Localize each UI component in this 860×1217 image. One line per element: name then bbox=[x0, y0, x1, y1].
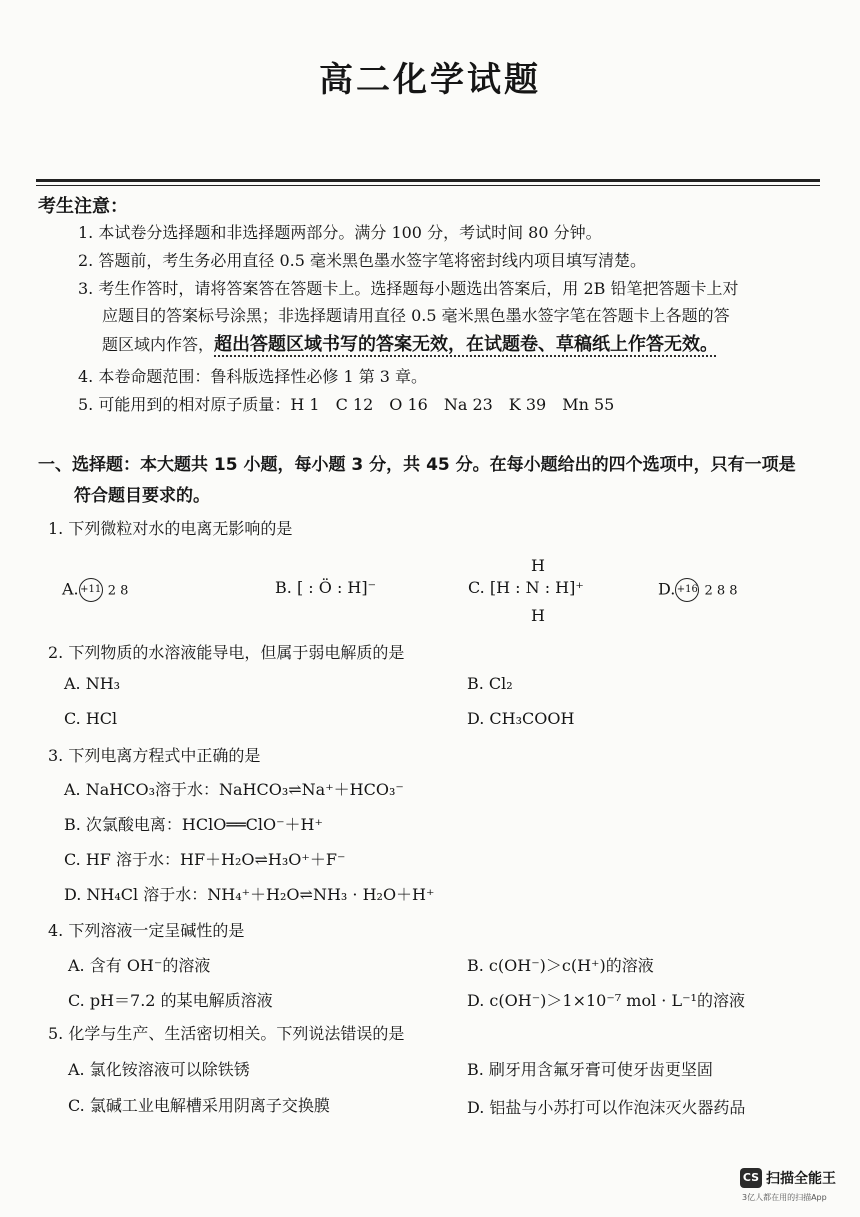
q1-b-formula: [ : Ö : H]⁻ bbox=[296, 578, 377, 597]
q5-stem: 5. 化学与生产、生活密切相关。下列说法错误的是 bbox=[48, 1024, 405, 1043]
q1-option-d bbox=[658, 578, 738, 602]
header-rule-thick bbox=[36, 179, 820, 182]
scanner-brand-name: 扫描全能王 bbox=[766, 1171, 836, 1187]
q1-d-label: D. bbox=[658, 579, 676, 599]
q4-option-a: A. 含有 OH⁻的溶液 bbox=[68, 956, 211, 975]
notice-item-3-emphasis: 超出答题区域书写的答案无效，在试题卷、草稿纸上作答无效。 bbox=[214, 334, 719, 355]
q4-option-b: B. c(OH⁻)＞c(H⁺)的溶液 bbox=[467, 956, 654, 975]
q4-option-c: C. pH＝7.2 的某电解质溶液 bbox=[68, 991, 273, 1010]
q3-option-c: C. HF 溶于水：HF＋H₂O⇌H₃O⁺＋F⁻ bbox=[64, 850, 346, 869]
page-title: 高二化学试题 bbox=[319, 60, 541, 100]
notice-item-3-plain: 题区域内作答， bbox=[102, 335, 215, 354]
q5-option-d: D. 铝盐与小苏打可以作泡沫灭火器药品 bbox=[467, 1098, 746, 1117]
notice-heading: 考生注意： bbox=[38, 196, 128, 217]
q1-a-nucleus: +11 bbox=[79, 578, 103, 602]
notice-item-4: 4. 本卷命题范围：鲁科版选择性必修 1 第 3 章。 bbox=[78, 367, 428, 386]
notice-item-3-cont1: 应题目的答案标号涂黑；非选择题请用直径 0.5 毫米黑色墨水签字笔在答题卡上各题的答 bbox=[102, 306, 730, 325]
q1-c-top-h: H bbox=[531, 556, 545, 575]
notice-item-3: 3. 考生作答时，请将答案答在答题卡上。选择题每小题选出答案后，用 2B 铅笔把答题卡上对 bbox=[78, 279, 739, 298]
q1-a-shells: 2 8 bbox=[107, 583, 129, 599]
header-rule-thin bbox=[36, 185, 820, 186]
q1-d-shells: 2 8 8 bbox=[704, 583, 738, 599]
q3-option-d: D. NH₄Cl 溶于水：NH₄⁺＋H₂O⇌NH₃ · H₂O＋H⁺ bbox=[64, 885, 435, 904]
notice-item-2: 2. 答题前，考生务必用直径 0.5 毫米黑色墨水签字笔将密封线内项目填写清楚。 bbox=[78, 251, 646, 270]
scanner-logo-icon: CS bbox=[740, 1168, 762, 1188]
q3-option-a: A. NaHCO₃溶于水：NaHCO₃⇌Na⁺＋HCO₃⁻ bbox=[64, 780, 404, 799]
scanner-tagline: 3亿人都在用的扫描App bbox=[742, 1193, 827, 1202]
q1-c-formula: [H : N : H]⁺ bbox=[489, 578, 584, 597]
notice-item-1: 1. 本试卷分选择题和非选择题两部分。满分 100 分，考试时间 80 分钟。 bbox=[78, 223, 602, 242]
q1-option-b bbox=[275, 578, 376, 597]
q5-option-c: C. 氯碱工业电解槽采用阴离子交换膜 bbox=[68, 1096, 330, 1115]
q2-option-a: A. NH₃ bbox=[64, 674, 121, 693]
q3-option-b: B. 次氯酸电离：HClO══ClO⁻＋H⁺ bbox=[64, 815, 323, 834]
section-1-heading-cont: 符合题目要求的。 bbox=[74, 486, 210, 506]
q4-option-d: D. c(OH⁻)＞1×10⁻⁷ mol · L⁻¹的溶液 bbox=[467, 991, 745, 1010]
q5-option-b: B. 刷牙用含氟牙膏可使牙齿更坚固 bbox=[467, 1060, 713, 1079]
q1-d-nucleus: +16 bbox=[675, 578, 699, 602]
q1-a-label: A. bbox=[62, 579, 79, 599]
q3-stem: 3. 下列电离方程式中正确的是 bbox=[48, 746, 261, 765]
q1-c-label: C. bbox=[468, 578, 485, 597]
q1-b-label: B. bbox=[275, 578, 292, 597]
notice-item-3-cont2 bbox=[102, 330, 718, 356]
q1-option-a bbox=[62, 578, 128, 602]
q1-option-c bbox=[468, 578, 584, 597]
notice-item-5: 5. 可能用到的相对原子质量：H 1 C 12 O 16 Na 23 K 39 Mn 55 bbox=[78, 395, 615, 414]
q1-c-bottom-h: H bbox=[531, 606, 545, 625]
q2-option-c: C. HCl bbox=[64, 709, 118, 728]
q5-option-a: A. 氯化铵溶液可以除铁锈 bbox=[68, 1060, 250, 1079]
q2-option-d: D. CH₃COOH bbox=[467, 709, 575, 728]
section-1-heading: 一、选择题：本大题共 15 小题，每小题 3 分，共 45 分。在每小题给出的四个选项中，只有一项是 bbox=[38, 455, 796, 475]
q2-stem: 2. 下列物质的水溶液能导电，但属于弱电解质的是 bbox=[48, 643, 405, 662]
q4-stem: 4. 下列溶液一定呈碱性的是 bbox=[48, 921, 245, 940]
q2-option-b: B. Cl₂ bbox=[467, 674, 513, 693]
q1-stem: 1. 下列微粒对水的电离无影响的是 bbox=[48, 519, 293, 538]
